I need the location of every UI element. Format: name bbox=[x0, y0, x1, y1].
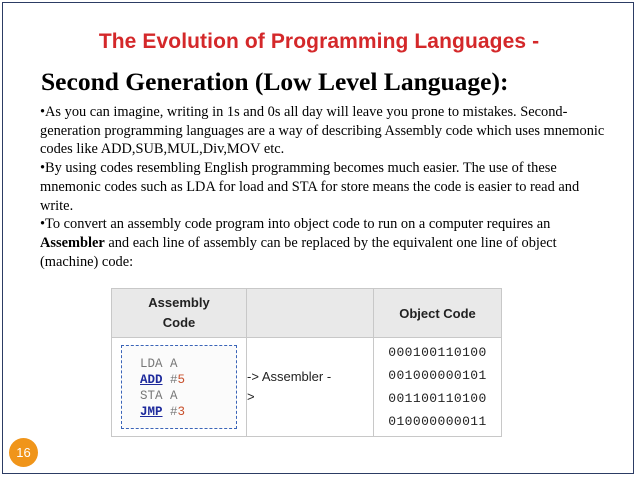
header-assembly-code bbox=[112, 289, 247, 338]
assembly-code-cell bbox=[112, 338, 247, 437]
section-heading: Second Generation (Low Level Language): bbox=[41, 67, 509, 96]
object-line: 000100110100 bbox=[388, 345, 487, 360]
object-line: 001000000101 bbox=[388, 368, 487, 383]
body-text bbox=[40, 103, 610, 271]
code-arg: # bbox=[162, 405, 178, 419]
header-object-code: Object Code bbox=[374, 289, 502, 338]
assembler-arrow-cell bbox=[247, 338, 374, 437]
code-arg: # bbox=[162, 373, 178, 387]
code-line bbox=[140, 356, 236, 372]
code-number: 5 bbox=[177, 373, 186, 387]
bullet-2: •By using codes resembling English programming becomes much easier. The use of these mnemonic codes such as LDA for load and STA for store means the code is easier to read and write. bbox=[40, 160, 580, 214]
header-empty bbox=[247, 289, 374, 338]
page-number-badge: 16 bbox=[9, 438, 38, 467]
code-op: JMP bbox=[140, 405, 163, 419]
slide-title: The Evolution of Programming Languages - bbox=[98, 30, 540, 53]
bullet-1: •As you can imagine, writing in 1s and 0s all day will leave you prone to mistakes. Second-generation programming languages are a way of describing Assembly code which uses mnemonic codes like ADD,SUB,MUL,Div,MOV etc. bbox=[40, 104, 605, 158]
bullet-3-text-start: •To convert an assembly code program into object code to run on a computer requires an bbox=[40, 216, 551, 233]
object-code-cell bbox=[374, 338, 502, 437]
header-assembly-line-1: Assembly bbox=[148, 295, 210, 310]
assembler-label-line-1: -> Assembler - bbox=[247, 369, 332, 384]
bullet-3-text-end: and each line of assembly can be replaced by the equivalent one line of object (machine) code: bbox=[40, 234, 557, 270]
code-op: STA bbox=[140, 389, 163, 403]
code-line bbox=[140, 372, 236, 388]
code-line bbox=[140, 404, 236, 420]
assembly-code-block bbox=[121, 345, 237, 429]
code-op: LDA bbox=[140, 357, 163, 371]
code-arg: A bbox=[162, 389, 178, 403]
assembly-object-table bbox=[111, 288, 502, 437]
assembler-label-line-2: > bbox=[247, 389, 255, 404]
code-line bbox=[140, 388, 236, 404]
code-op: ADD bbox=[140, 373, 163, 387]
code-arg: A bbox=[162, 357, 178, 371]
table-row bbox=[112, 338, 502, 437]
header-assembly-line-2: Code bbox=[162, 315, 196, 330]
object-line: 010000000011 bbox=[388, 414, 487, 429]
object-line: 001100110100 bbox=[388, 391, 487, 406]
bullet-3 bbox=[40, 215, 610, 271]
code-number: 3 bbox=[177, 405, 186, 419]
assembler-term: Assembler bbox=[40, 234, 105, 251]
